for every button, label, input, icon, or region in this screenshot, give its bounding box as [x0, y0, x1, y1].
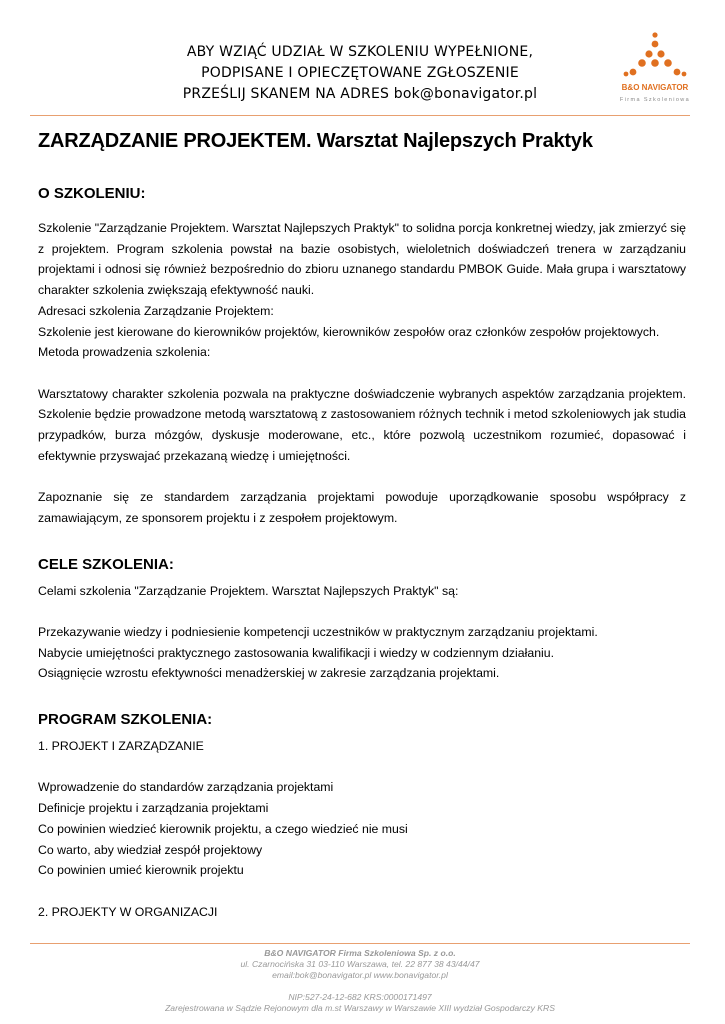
footer-registration: Zarejestrowana w Sądzie Rejonowym dla m.st Warszawy w Warszawie XIII wydział Gospodarczy KRS	[165, 1003, 555, 1013]
document-title: ZARZĄDZANIE PROJEKTEM. Warsztat Najlepszych Praktyk	[38, 130, 593, 152]
notice-line: PRZEŚLIJ SKANEM NA ADRES bok@bonavigator.pl	[182, 86, 538, 102]
module-item: Co powinien umieć kierownik projektu	[38, 863, 244, 878]
audience-text: Szkolenie jest kierowane do kierowników projektów, kierowników zespołów oraz członków zespołów projektowych.	[38, 324, 660, 339]
goals-heading: CELE SZKOLENIA:	[38, 555, 174, 573]
notice-line: PODPISANE I OPIECZĘTOWANE ZGŁOSZENIE	[201, 65, 519, 81]
method-label: Metoda prowadzenia szkolenia:	[38, 345, 211, 360]
footer-address: ul. Czarnocińska 31 03-110 Warszawa, tel. 22 877 38 43/44/47	[240, 959, 480, 969]
goal-item: Przekazywanie wiedzy i podniesienie kompetencji uczestników w praktycznym zarządzaniu projektami.	[38, 624, 598, 639]
header-divider	[30, 115, 690, 116]
footer-divider	[30, 943, 690, 944]
notice-line: ABY WZIĄĆ UDZIAŁ W SZKOLENIU WYPEŁNIONE,	[186, 44, 534, 60]
module-title: 1. PROJEKT I ZARZĄDZANIE	[38, 739, 204, 754]
goal-item: Nabycie umiejętności praktycznego zastosowania kwalifikacji i wiedzy w codziennym działaniu.	[38, 645, 555, 660]
about-intro: Szkolenie "Zarządzanie Projektem. Warsztat Najlepszych Praktyk" to solidna porcja konkretnej wiedzy, jak zmierzyć się z projektem. Program szkolenia powstał na bazie osobistych, wieloletnich doświadczeń trenera w zarządzaniu projektami i odnosi się również bezpośrednio do zbioru uznanego standardu PMBOK Guide. Mała grupa i warsztatowy charakter szkolenia zwiększają efektywność nauki.	[38, 221, 686, 298]
module-title: 2. PROJEKTY W ORGANIZACJI	[38, 904, 218, 919]
module-item: Co powinien wiedzieć kierownik projektu, a czego wiedzieć nie musi	[38, 821, 408, 836]
module-item: Wprowadzenie do standardów zarządzania projektami	[38, 780, 334, 795]
page-footer	[30, 948, 690, 1014]
logo-name: B&O NAVIGATOR	[621, 83, 689, 92]
audience-label: Adresaci szkolenia Zarządzanie Projektem:	[38, 303, 274, 318]
program-heading: PROGRAM SZKOLENIA:	[38, 711, 213, 729]
module-item: Co warto, aby wiedział zespół projektowy	[38, 842, 263, 857]
footer-company: B&O NAVIGATOR Firma Szkoleniowa Sp. z o.o.	[264, 948, 456, 958]
company-logo	[612, 30, 698, 110]
logo-subtitle: Firma Szkoleniowa	[619, 97, 691, 103]
goals-intro: Celami szkolenia "Zarządzanie Projektem. Warsztat Najlepszych Praktyk" są:	[38, 583, 459, 598]
document-body	[38, 128, 686, 922]
footer-contact: email:bok@bonavigator.pl www.bonavigator.pl	[272, 970, 448, 980]
about-heading: O SZKOLENIU:	[38, 185, 146, 202]
module-item: Definicje projektu i zarządzania projektami	[38, 801, 269, 816]
goal-item: Osiągnięcie wzrostu efektywności menadżerskiej w zakresie zarządzania projektami.	[38, 666, 500, 681]
logo-dots-icon	[622, 30, 688, 82]
signup-notice	[140, 42, 580, 105]
standard-text: Zapoznanie się ze standardem zarządzania projektami powoduje uporządkowanie sposobu współpracy z zamawiającym, ze sponsorem projektu i z zespołem projektowym.	[38, 490, 686, 525]
footer-ids: NIP:527-24-12-682 KRS:0000171497	[288, 992, 432, 1002]
method-text: Warsztatowy charakter szkolenia pozwala na praktyczne doświadczenie wybranych aspektów zarządzania projektem. Szkolenie będzie prowadzone metodą warsztatową z zastosowaniem różnych technik i metod szkoleniowych jak studia przypadków, burza mózgów, dyskusje moderowane, etc., które pozwolą uczestnikom rozumieć, dopasować i efektywnie przyswajać przekazaną wiedzę i umiejętności.	[38, 386, 686, 463]
